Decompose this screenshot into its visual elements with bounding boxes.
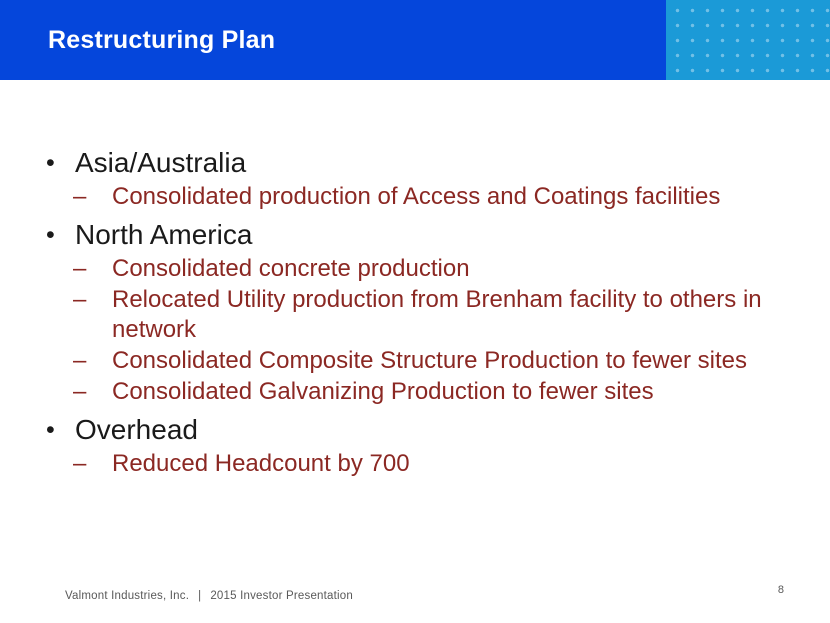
bullet-item-level2 [0,182,790,212]
bullet-text: Reduced Headcount by 700 [112,450,410,477]
footer-separator: | [198,590,202,602]
bullet-text: Consolidated Composite Structure Production to fewer sites [112,347,747,374]
footer [65,590,353,602]
bullet-item-level1 [0,146,790,180]
bullet-dot-marker: • [46,416,55,444]
bullet-item-level1 [0,218,790,252]
bullet-item-level2 [0,285,790,345]
dash-marker: – [73,347,87,374]
slide-header [0,0,830,80]
bullet-item-level2 [0,254,790,284]
dash-marker: – [73,378,87,405]
bullet-text: Asia/Australia [75,147,247,178]
bullet-dot-marker: • [46,149,55,177]
dash-marker: – [73,183,87,210]
dash-marker: – [73,255,87,282]
bullet-text: Consolidated concrete production [112,255,470,282]
footer-company: Valmont Industries, Inc. [65,590,190,602]
footer-presentation: 2015 Investor Presentation [210,590,353,602]
bullet-list [0,80,830,480]
bullet-item-level2 [0,449,790,479]
bullet-dot-marker: • [46,221,55,249]
bullet-text: Consolidated production of Access and Coatings facilities [112,183,721,210]
page-number: 8 [777,584,784,596]
bullet-text: Consolidated Galvanizing Production to fewer sites [112,378,654,405]
bullet-item-level1 [0,413,790,447]
dot-pattern-panel [666,0,830,80]
bullet-text: Relocated Utility production from Brenham facility to others in network [112,286,762,343]
bullet-text: North America [75,219,253,250]
dash-marker: – [73,286,87,313]
page-title: Restructuring Plan [48,25,276,54]
title-bar [0,0,666,80]
bullet-text: Overhead [75,414,198,445]
bullet-item-level2 [0,377,790,407]
bullet-item-level2 [0,346,790,376]
dash-marker: – [73,450,87,477]
